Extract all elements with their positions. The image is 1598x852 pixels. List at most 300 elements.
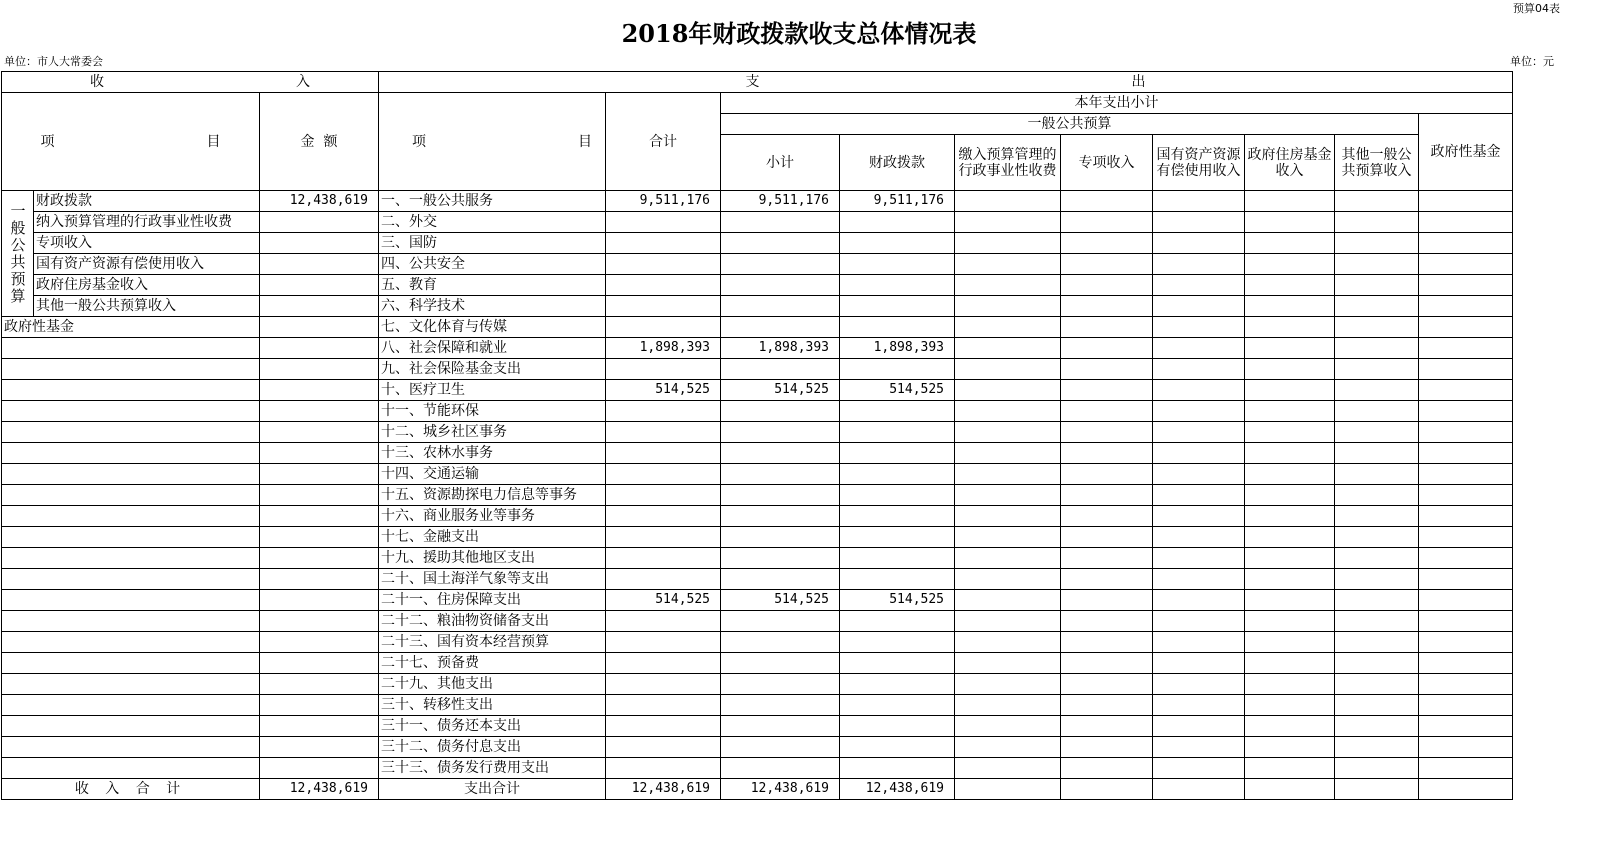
expense-grand-fiscal: 12,438,619 [840, 779, 955, 800]
empty-cell [1061, 569, 1153, 590]
income-amount-empty [260, 695, 379, 716]
empty-cell [955, 716, 1061, 737]
empty-cell [955, 548, 1061, 569]
income-item: 专项收入 [34, 233, 260, 254]
empty-cell [1153, 527, 1245, 548]
empty-cell [1061, 443, 1153, 464]
empty-cell [1419, 296, 1513, 317]
empty-cell [1419, 212, 1513, 233]
empty-cell [1335, 464, 1419, 485]
empty-cell [1335, 779, 1419, 800]
empty-cell [1245, 485, 1335, 506]
table-row [2, 653, 1513, 674]
income-amount-empty [260, 527, 379, 548]
expense-subtotal [721, 254, 840, 275]
expense-item: 二十三、国有资本经营预算 [379, 632, 606, 653]
expense-fiscal [840, 548, 955, 569]
empty-cell [1335, 737, 1419, 758]
expense-fiscal [840, 296, 955, 317]
empty-cell [1061, 380, 1153, 401]
empty-cell [1419, 590, 1513, 611]
expense-subtotal: 9,511,176 [721, 191, 840, 212]
empty-cell [1153, 464, 1245, 485]
empty-cell [1245, 296, 1335, 317]
expense-grand-total: 12,438,619 [606, 779, 721, 800]
income-item-empty [2, 590, 260, 611]
empty-cell [1153, 695, 1245, 716]
empty-cell [1335, 506, 1419, 527]
empty-cell [955, 695, 1061, 716]
empty-cell [1419, 737, 1513, 758]
empty-cell [1153, 191, 1245, 212]
empty-cell [1153, 485, 1245, 506]
expense-subtotal: 1,898,393 [721, 338, 840, 359]
expense-fiscal [840, 653, 955, 674]
income-amount [260, 254, 379, 275]
empty-cell [955, 359, 1061, 380]
table-row [2, 233, 1513, 254]
income-amount-empty [260, 653, 379, 674]
empty-cell [1153, 380, 1245, 401]
table-row [2, 191, 1513, 212]
expense-total [606, 212, 721, 233]
empty-cell [1245, 317, 1335, 338]
income-item-empty [2, 527, 260, 548]
expense-item: 二十九、其他支出 [379, 674, 606, 695]
year-subtotal-header: 本年支出小计 [721, 93, 1513, 114]
empty-cell [955, 758, 1061, 779]
empty-cell [1245, 338, 1335, 359]
table-row [2, 674, 1513, 695]
empty-cell [1061, 548, 1153, 569]
empty-cell [1153, 401, 1245, 422]
expense-fiscal [840, 254, 955, 275]
empty-cell [1335, 569, 1419, 590]
income-item-empty [2, 506, 260, 527]
empty-cell [1061, 758, 1153, 779]
expense-total [606, 233, 721, 254]
income-amount [260, 275, 379, 296]
income-item-empty [2, 422, 260, 443]
empty-cell [1245, 233, 1335, 254]
income-item-empty [2, 359, 260, 380]
empty-cell [1153, 632, 1245, 653]
empty-cell [1245, 716, 1335, 737]
empty-cell [1061, 401, 1153, 422]
expense-fiscal [840, 317, 955, 338]
income-amount [260, 317, 379, 338]
empty-cell [1245, 674, 1335, 695]
income-amount-empty [260, 632, 379, 653]
income-item-empty [2, 737, 260, 758]
expense-grand-subtotal: 12,438,619 [721, 779, 840, 800]
expense-fiscal [840, 485, 955, 506]
empty-cell [1245, 653, 1335, 674]
empty-cell [1153, 737, 1245, 758]
empty-cell [955, 401, 1061, 422]
expense-total: 514,525 [606, 590, 721, 611]
income-header: 收 入 [2, 72, 379, 93]
income-item-empty [2, 695, 260, 716]
table-row [2, 485, 1513, 506]
table-row [2, 737, 1513, 758]
income-item-header: 项 目 [2, 93, 260, 191]
table-row [2, 338, 1513, 359]
expense-item: 十二、城乡社区事务 [379, 422, 606, 443]
income-item-empty [2, 338, 260, 359]
empty-cell [1245, 191, 1335, 212]
empty-cell [955, 653, 1061, 674]
income-item-empty [2, 485, 260, 506]
income-item-empty [2, 632, 260, 653]
empty-cell [1061, 359, 1153, 380]
expense-fiscal [840, 527, 955, 548]
expense-total [606, 422, 721, 443]
income-item-empty [2, 758, 260, 779]
expense-item: 六、科学技术 [379, 296, 606, 317]
empty-cell [955, 611, 1061, 632]
expense-item: 四、公共安全 [379, 254, 606, 275]
empty-cell [1153, 233, 1245, 254]
expense-subtotal [721, 674, 840, 695]
income-item-empty [2, 380, 260, 401]
empty-cell [1061, 590, 1153, 611]
empty-cell [1419, 317, 1513, 338]
empty-cell [955, 464, 1061, 485]
empty-cell [1419, 695, 1513, 716]
empty-cell [1419, 569, 1513, 590]
empty-cell [1153, 338, 1245, 359]
table-row [2, 716, 1513, 737]
housing-header: 政府住房基金收入 [1245, 135, 1335, 191]
expense-fiscal [840, 422, 955, 443]
income-item-empty [2, 464, 260, 485]
empty-cell [1419, 506, 1513, 527]
empty-cell [1153, 359, 1245, 380]
expense-subtotal: 514,525 [721, 590, 840, 611]
expense-subtotal [721, 422, 840, 443]
empty-cell [1153, 716, 1245, 737]
expense-total: 1,898,393 [606, 338, 721, 359]
empty-cell [955, 317, 1061, 338]
empty-cell [955, 737, 1061, 758]
income-amount-empty [260, 443, 379, 464]
expense-total [606, 548, 721, 569]
expense-item: 五、教育 [379, 275, 606, 296]
expense-subtotal [721, 695, 840, 716]
expense-item: 三十二、债务付息支出 [379, 737, 606, 758]
expense-subtotal [721, 464, 840, 485]
empty-cell [1335, 233, 1419, 254]
expense-item: 十六、商业服务业等事务 [379, 506, 606, 527]
empty-cell [1245, 443, 1335, 464]
income-total-label: 收 入 合 计 [2, 779, 260, 800]
expense-subtotal [721, 653, 840, 674]
empty-cell [1335, 527, 1419, 548]
table-row [2, 527, 1513, 548]
empty-cell [1245, 548, 1335, 569]
expense-fiscal [840, 275, 955, 296]
table-row [2, 548, 1513, 569]
empty-cell [1061, 611, 1153, 632]
expense-subtotal [721, 716, 840, 737]
other-general-header: 其他一般公共预算收入 [1335, 135, 1419, 191]
expense-fiscal [840, 233, 955, 254]
empty-cell [1419, 254, 1513, 275]
expense-item: 九、社会保险基金支出 [379, 359, 606, 380]
empty-cell [955, 779, 1061, 800]
expense-total [606, 758, 721, 779]
page-title: 2018年财政拨款收支总体情况表 [621, 19, 977, 48]
expense-subtotal [721, 506, 840, 527]
income-item-empty [2, 653, 260, 674]
empty-cell [1335, 296, 1419, 317]
income-item-empty [2, 401, 260, 422]
income-amount [260, 212, 379, 233]
empty-cell [1153, 254, 1245, 275]
expense-fiscal [840, 611, 955, 632]
expense-total [606, 464, 721, 485]
expense-total [606, 569, 721, 590]
empty-cell [1153, 590, 1245, 611]
empty-cell [1245, 590, 1335, 611]
empty-cell [1153, 443, 1245, 464]
total-header: 合计 [606, 93, 721, 191]
empty-cell [1245, 569, 1335, 590]
state-asset-header: 国有资产资源有偿使用收入 [1153, 135, 1245, 191]
gov-fund-header: 政府性基金 [1419, 114, 1513, 191]
expense-subtotal [721, 548, 840, 569]
empty-cell [1061, 464, 1153, 485]
table-row [2, 464, 1513, 485]
expense-item: 三十三、债务发行费用支出 [379, 758, 606, 779]
empty-cell [955, 590, 1061, 611]
empty-cell [1335, 359, 1419, 380]
table-row [2, 590, 1513, 611]
expense-item: 十七、金融支出 [379, 527, 606, 548]
empty-cell [1061, 506, 1153, 527]
empty-cell [955, 212, 1061, 233]
expense-subtotal [721, 317, 840, 338]
income-amount-empty [260, 380, 379, 401]
empty-cell [1419, 401, 1513, 422]
empty-cell [1153, 296, 1245, 317]
income-item-empty [2, 611, 260, 632]
subtotal-header: 小计 [721, 135, 840, 191]
empty-cell [955, 569, 1061, 590]
empty-cell [1245, 401, 1335, 422]
income-item: 国有资产资源有偿使用收入 [34, 254, 260, 275]
amount-header: 金 额 [260, 93, 379, 191]
empty-cell [1419, 422, 1513, 443]
empty-cell [1419, 275, 1513, 296]
empty-cell [1419, 716, 1513, 737]
empty-cell [1153, 779, 1245, 800]
empty-cell [1061, 653, 1153, 674]
expense-item: 十三、农林水事务 [379, 443, 606, 464]
empty-cell [955, 233, 1061, 254]
expense-fiscal: 514,525 [840, 590, 955, 611]
empty-cell [1419, 380, 1513, 401]
empty-cell [1419, 611, 1513, 632]
unit-organization: 单位：市人大常委会 [4, 55, 103, 68]
expense-item: 三、国防 [379, 233, 606, 254]
expense-total [606, 611, 721, 632]
income-amount [260, 296, 379, 317]
expense-fiscal [840, 695, 955, 716]
expense-subtotal [721, 233, 840, 254]
empty-cell [1335, 275, 1419, 296]
expense-subtotal [721, 296, 840, 317]
empty-cell [1153, 506, 1245, 527]
expense-total [606, 716, 721, 737]
expense-item: 十四、交通运输 [379, 464, 606, 485]
income-amount-empty [260, 485, 379, 506]
expense-subtotal [721, 212, 840, 233]
income-amount-empty [260, 569, 379, 590]
empty-cell [1245, 737, 1335, 758]
expense-subtotal [721, 737, 840, 758]
expense-item: 七、文化体育与传媒 [379, 317, 606, 338]
empty-cell [1245, 422, 1335, 443]
empty-cell [1153, 611, 1245, 632]
empty-cell [1335, 380, 1419, 401]
empty-cell [1245, 611, 1335, 632]
empty-cell [1245, 254, 1335, 275]
empty-cell [1419, 338, 1513, 359]
expense-subtotal [721, 632, 840, 653]
income-item: 其他一般公共预算收入 [34, 296, 260, 317]
empty-cell [955, 191, 1061, 212]
income-item-empty [2, 674, 260, 695]
empty-cell [1335, 191, 1419, 212]
expense-subtotal [721, 443, 840, 464]
empty-cell [1061, 716, 1153, 737]
expense-total [606, 695, 721, 716]
expense-subtotal [721, 569, 840, 590]
empty-cell [1061, 527, 1153, 548]
empty-cell [1153, 758, 1245, 779]
expense-total-label: 支出合计 [379, 779, 606, 800]
empty-cell [1061, 317, 1153, 338]
empty-cell [1419, 191, 1513, 212]
expense-total [606, 401, 721, 422]
empty-cell [1335, 443, 1419, 464]
income-amount-empty [260, 506, 379, 527]
empty-cell [1419, 443, 1513, 464]
expense-fiscal: 9,511,176 [840, 191, 955, 212]
expense-item: 三十、转移性支出 [379, 695, 606, 716]
expense-fiscal [840, 758, 955, 779]
expense-item: 十一、节能环保 [379, 401, 606, 422]
income-item-empty [2, 569, 260, 590]
income-amount-empty [260, 548, 379, 569]
empty-cell [955, 485, 1061, 506]
empty-cell [1153, 212, 1245, 233]
expense-subtotal [721, 611, 840, 632]
empty-cell [1061, 632, 1153, 653]
empty-cell [955, 275, 1061, 296]
income-amount-empty [260, 737, 379, 758]
expense-total [606, 254, 721, 275]
income-group-label: 一般公共预算 [2, 191, 34, 317]
empty-cell [1335, 632, 1419, 653]
income-amount-empty [260, 758, 379, 779]
expense-total [606, 275, 721, 296]
expense-fiscal [840, 632, 955, 653]
empty-cell [955, 527, 1061, 548]
expense-fiscal [840, 464, 955, 485]
empty-cell [1061, 674, 1153, 695]
expense-total [606, 317, 721, 338]
table-row [2, 569, 1513, 590]
income-amount-empty [260, 716, 379, 737]
expense-item: 二十、国土海洋气象等支出 [379, 569, 606, 590]
empty-cell [1335, 548, 1419, 569]
expense-total [606, 485, 721, 506]
income-total-amount: 12,438,619 [260, 779, 379, 800]
expense-header: 支 出 [379, 72, 1513, 93]
empty-cell [1153, 674, 1245, 695]
empty-cell [1061, 485, 1153, 506]
empty-cell [955, 632, 1061, 653]
expense-fiscal [840, 674, 955, 695]
expense-item: 三十一、债务还本支出 [379, 716, 606, 737]
empty-cell [1335, 422, 1419, 443]
header-row-2 [2, 93, 1513, 114]
income-amount-empty [260, 464, 379, 485]
empty-cell [1335, 674, 1419, 695]
expense-fiscal [840, 737, 955, 758]
empty-cell [1153, 422, 1245, 443]
expense-fiscal [840, 401, 955, 422]
table-row [2, 254, 1513, 275]
empty-cell [1245, 779, 1335, 800]
empty-cell [1153, 317, 1245, 338]
expense-total [606, 506, 721, 527]
empty-cell [1245, 695, 1335, 716]
empty-cell [1245, 758, 1335, 779]
empty-cell [1061, 254, 1153, 275]
empty-cell [1153, 548, 1245, 569]
income-amount-empty [260, 338, 379, 359]
expense-total [606, 674, 721, 695]
expense-subtotal [721, 359, 840, 380]
empty-cell [1335, 716, 1419, 737]
expense-subtotal [721, 401, 840, 422]
empty-cell [1419, 464, 1513, 485]
table-row [2, 296, 1513, 317]
income-amount-empty [260, 359, 379, 380]
empty-cell [1061, 695, 1153, 716]
expense-total [606, 737, 721, 758]
empty-cell [1335, 611, 1419, 632]
expense-total: 9,511,176 [606, 191, 721, 212]
expense-fiscal [840, 716, 955, 737]
empty-cell [1419, 758, 1513, 779]
income-amount-empty [260, 422, 379, 443]
empty-cell [1419, 674, 1513, 695]
empty-cell [955, 338, 1061, 359]
expense-item: 八、社会保障和就业 [379, 338, 606, 359]
empty-cell [955, 296, 1061, 317]
expense-subtotal [721, 758, 840, 779]
income-item: 政府性基金 [2, 317, 260, 338]
empty-cell [1419, 632, 1513, 653]
income-item: 纳入预算管理的行政事业性收费 [34, 212, 260, 233]
admin-fee-header: 缴入预算管理的行政事业性收费 [955, 135, 1061, 191]
empty-cell [1419, 359, 1513, 380]
